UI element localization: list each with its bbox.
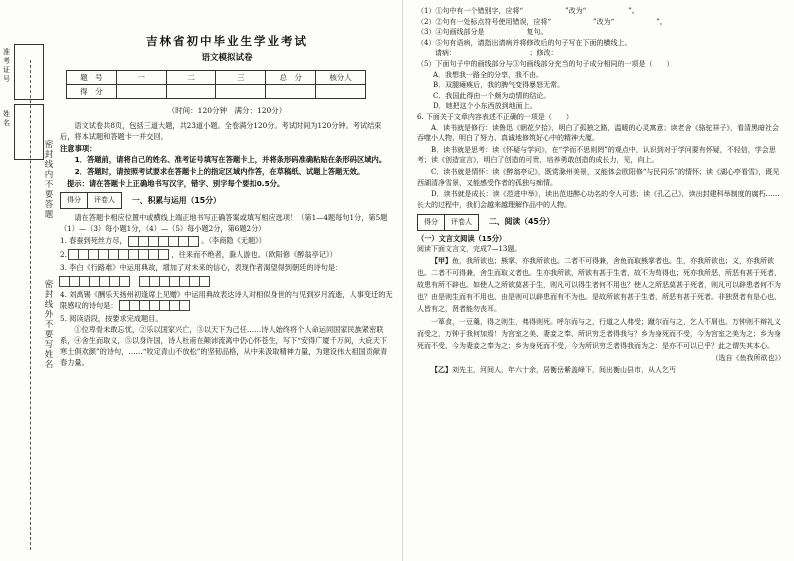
section2-header <box>417 211 785 234</box>
q5-item-1: （1）①句中有一个错别字，应将“ ”改为“ ”。 <box>417 7 639 15</box>
time-line: （时间：120分钟 满分：120分） <box>167 106 287 115</box>
note-1: 1．答题前，请将自己的姓名、准考证号填写在答题卡上，并将条形码准确粘贴在条形码区域内。 <box>74 155 387 164</box>
q1-prefix: 1. 春蚕到死丝方尽， <box>60 236 127 245</box>
name-label: 姓名 <box>3 110 10 127</box>
grader-score-label: 得分 <box>61 193 88 208</box>
passage-yi-label: 【乙】 <box>431 365 452 374</box>
section2-heading: 二、阅读（45分） <box>489 217 555 227</box>
score-header-cell: 二 <box>166 71 216 85</box>
exam-subtitle: 语文模拟试卷 <box>201 53 253 63</box>
q6-option-b: B．读书就是思考：读《怀疑与学问》，在“学而不思则罔”的观点中，认识到对于学问要有怀疑，不轻信，学会思考；读《创造宣言》，明白了创造的可贵，培养勇敢创造的成长力，见，向上。 <box>417 145 776 165</box>
passage-jia-2: 一箪食，一豆羹，得之则生，弗得则死。呼尔而与之，行道之人弗受；蹴尔而与之，乞人不屑也。万钟则不辩礼义而受之，万钟于我何加焉！为宫室之美、妻妾之奉、所识穷乏者得我与？乡为身死而不受，今为宫室之美为之；乡为身死而不受，今为妻妾之奉为之；乡为身死而不受，今为所识穷乏者得我而为之：是亦不可以已乎？此之谓失其本心。 <box>417 318 781 351</box>
name-box[interactable] <box>14 104 44 160</box>
q5-item-2: （2）②句有一处标点符号使用错误，应将“ ”改为“ ”。 <box>417 17 667 26</box>
score-cell[interactable] <box>116 85 166 99</box>
question-1 <box>60 235 394 247</box>
q6-option-a: A．读书就是修行：读鲁迅《朝花夕拾》，明白了孤独之路，温暖的心灵寓意；读老舍《骆驼祥子》，看清黑暗社会吞噬小人物，明白了努力、真诚地修筑好心中的精神大厦。 <box>417 123 780 143</box>
score-header-cell: 三 <box>216 71 266 85</box>
passage-jia-text: 鱼，我所欲也；熊掌，亦我所欲也。二者不可得兼，舍鱼而取熊掌者也。生，亦我所欲也；义，亦我所欲也。二者不可得兼，舍生而取义者也。生亦我所欲，所欲有甚于生者，故不为苟得也；死亦我所恶，所恶有甚于死者，故患有所不辟也。如使人之所欲莫甚于生，则凡可以得生者何不用也？使人之所恶莫甚于死者，则凡可以辟患者何不为也？由是则生而有不用也，由是则可以辟患而有不为也。是故所欲有甚于生者，所恶有甚于死者。非独贤者有是心也，人皆有之，贤者能勿丧耳。 <box>417 257 781 314</box>
right-content <box>417 6 785 377</box>
question-2 <box>60 249 394 261</box>
exam-title: 吉林省初中毕业生学业考试 <box>146 34 308 48</box>
subsection-1-heading: （一）文言文阅读（15分） <box>417 233 507 243</box>
score-cell[interactable] <box>316 85 366 99</box>
score-header-cell: 总 分 <box>266 71 316 85</box>
option-b: B．双腿瘫痪后，我的脾气变得暴怒无常。 <box>433 81 565 90</box>
q5-item-3: （3）④句画线部分是 复句。 <box>417 28 548 37</box>
section1-header <box>60 189 394 212</box>
q5-text: 5. 阅读语段，按要求完成题目。 <box>60 314 163 323</box>
score-row-label: 得 分 <box>67 85 117 99</box>
question-4 <box>60 289 394 312</box>
exam-number-box[interactable] <box>14 44 44 100</box>
q3-text: 3. 李白《行路难》中运用典故，增加了对未来的信心，表现作者渴望得到朝廷的诗句是： <box>60 263 343 272</box>
grader-name-label: 评卷人 <box>451 218 472 227</box>
section1-instructions: 请在答题卡相应位置中或横线上端正地书写正确答案或填写相应选项！（第1—4题每句1分，第5题（1）—（3）每小题1分，（4）—（5）每小题2分，第6题2分） <box>60 213 388 233</box>
subsection-1-instructions: 阅读下面文言文，完成7—13题。 <box>417 245 522 254</box>
q5-item-4: （4）⑤句有语病，请指出请病并将修改后的句子写在下面的横线上。 <box>417 38 632 47</box>
passage-source: （选自《鱼我所欲也》） <box>711 354 785 363</box>
note-2: 2．答题时，请按照考试要求在答题卡上的指定区域内作答，在草稿纸、试题上答题无效。 <box>74 167 365 176</box>
seal-text-inner: 密封线内不要答题 <box>44 140 54 220</box>
option-d: D．她把这个小东西放到地面上。 <box>433 102 537 111</box>
tip-line: 提示：请在答题卡上正确地书写汉字，错字、别字每个要扣0.5分。 <box>67 179 285 188</box>
grader-score-label: 得分 <box>418 215 445 230</box>
exam-number-label: 准考证号 <box>3 48 10 83</box>
answer-grid[interactable] <box>129 236 199 247</box>
grader-box <box>60 192 122 209</box>
answer-grid[interactable] <box>69 249 169 260</box>
answer-grid[interactable] <box>60 276 130 287</box>
q5-item-5: （5）下面句子中的画线部分与③句画线部分充当的句子成分相同的一项是（ ） <box>417 59 674 68</box>
score-header-cell: 核分人 <box>316 71 366 85</box>
q4-text: 4. 刘禹锡《酬乐天扬州初逢席上见赠》中运用典故表达诗人对相似身世的与见到岁月流逝，人事变迁的无限感叹的诗句是： <box>60 289 393 310</box>
seal-text-outer: 密封线外不要写姓名 <box>44 280 54 370</box>
q2-suffix: ，往来而不绝者，滁人游也。（欧阳修《醉翁亭记》） <box>171 249 337 259</box>
q2-prefix: 2. <box>60 249 67 259</box>
section1-heading: 一、积累与运用（15分） <box>132 196 221 205</box>
option-a: A．我想我一路全的分享，我不由。 <box>433 70 544 79</box>
seal-line <box>30 60 31 550</box>
q6-option-d: D．读书就是成长：读《范进中举》，读出范进醉心功名的令人可悲；读《孔乙己》，读出封建科举制度的腐朽……长大的过程中，我们会越来越理解作品中的人物。 <box>417 190 780 209</box>
passage-jia-label: 【甲】 <box>431 257 452 266</box>
binding-strip <box>0 0 58 561</box>
grader-name-label: 评卷人 <box>94 196 115 204</box>
passage-yi <box>417 364 785 376</box>
option-c: C．我国此得由一个颇为动情的结论。 <box>433 91 551 100</box>
score-header-cell: 题 号 <box>67 71 117 85</box>
question-3 <box>60 262 394 287</box>
question-5 <box>60 313 394 368</box>
passage-yi-text: 刘先主，河间人，年六十余，居衡岳紫盖峰下，间出衡山县市，从人乞丐 <box>452 365 676 374</box>
intro-paragraph: 语文试卷共8页，包括三道大题，共23道小题。全卷满分120分。考试时间为120分钟。考试结束后，将本试题和答题卡一并交回。 <box>60 121 382 141</box>
score-cell[interactable] <box>216 85 266 99</box>
notes-title: 注意事项： <box>60 144 97 153</box>
right-page <box>402 0 794 561</box>
score-header-cell: 一 <box>116 71 166 85</box>
passage-jia <box>417 255 785 315</box>
left-content <box>60 36 394 370</box>
score-cell[interactable] <box>266 85 316 99</box>
q6-option-c: C．读书就是情怀：读《醉翁亭记》，既赏滁州美景，又能体会欧阳修“与民同乐”的情怀；读《湖心亭看雪》，既见西湖清净雪景，又能感受作者的孤独与痴情。 <box>417 167 780 187</box>
q1-suffix: 。（李商隐《无题》） <box>201 236 266 245</box>
q5-passage: ①位卑骨未敢忘忧，②乐以国家兴亡，③以天下为己任……诗人始终将个人命运同国家民族紧密联系，④舍生而取义，⑤以身许国，诗人杜甫在颠沛流离中仍心怀苍生，写下“安得广厦千万间，大庇天下寒士俱欢颜”的诗句，……“咬定青山不放松”的坚韧品格，从中来汲取精神力量，为建设伟大祖国贡献青春力量。 <box>60 325 388 367</box>
question-6: 6. 下面关于文章内容表述不正确的一项是（ ） <box>417 112 573 121</box>
q5-item-4-answer[interactable]: 请病： ；修改： <box>435 49 631 58</box>
score-table <box>66 70 366 99</box>
answer-grid[interactable] <box>140 276 210 287</box>
grader-box <box>417 214 479 231</box>
score-cell[interactable] <box>166 85 216 99</box>
answer-grid[interactable] <box>120 300 190 311</box>
